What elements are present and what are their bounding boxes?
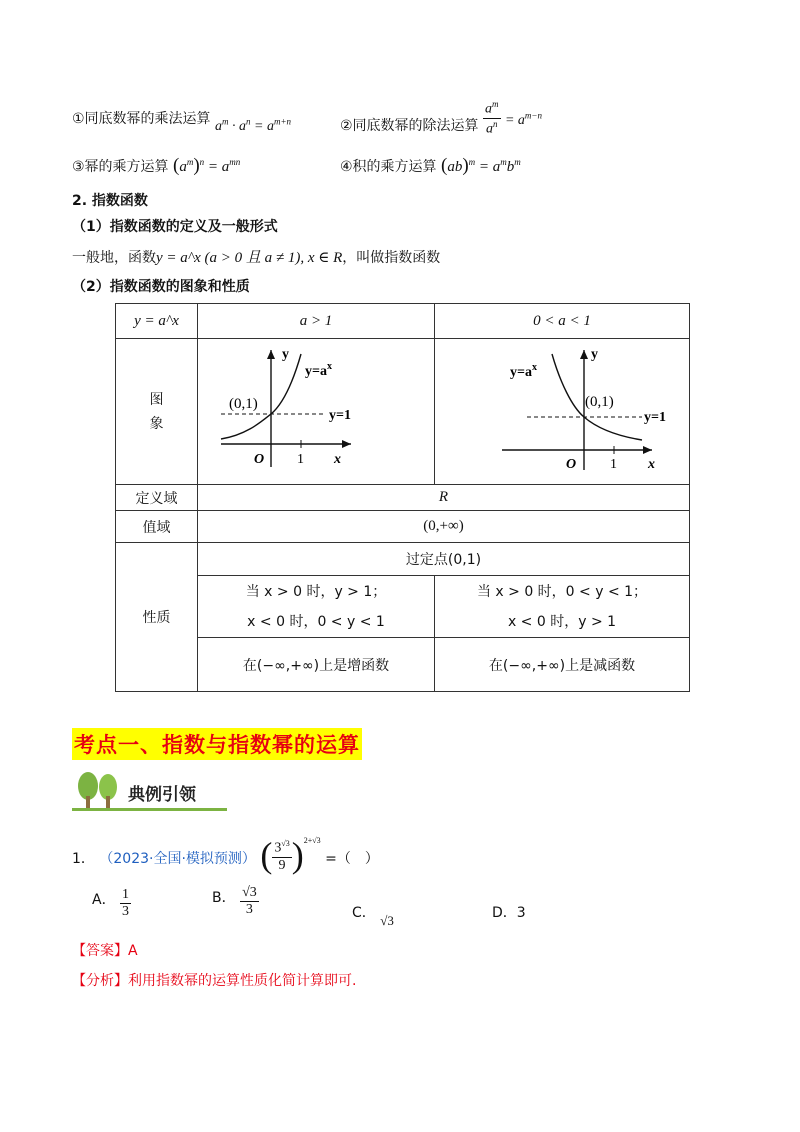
analysis-line: 【分析】利用指数幂的运算性质化简计算即可. bbox=[72, 973, 357, 989]
row-label-domain: 定义域 bbox=[116, 485, 198, 511]
row-label-range: 值域 bbox=[116, 511, 198, 543]
origin-label: O bbox=[254, 451, 265, 467]
y-axis-label: y bbox=[282, 346, 289, 362]
option-b[interactable]: B． $\frac{√3}{3}$ bbox=[212, 885, 257, 917]
graph-decreasing-svg bbox=[442, 342, 682, 482]
range-value: (0,+∞) bbox=[198, 511, 690, 543]
kaodian-title: 考点一、指数与指数幂的运算 bbox=[72, 728, 362, 760]
subsection-1-title: （1）指数函数的定义及一般形式 bbox=[72, 219, 278, 235]
hline-label: y=1 bbox=[644, 409, 666, 425]
question-expression: ( $\frac{3^{√3}}{9}$ )$^{2+√3}$ bbox=[260, 835, 321, 875]
exponential-function-table bbox=[115, 303, 690, 692]
definition-line: 一般地，函数y = a^x (a > 0 且 a ≠ 1), x ∈ R，叫做指数函数 bbox=[72, 250, 441, 266]
fixed-point: 过定点(0,1) bbox=[198, 543, 690, 576]
case1-monotonic: 在(−∞,+∞)上是增函数 bbox=[198, 638, 435, 692]
graph-decreasing bbox=[435, 339, 690, 485]
x-axis-arrow bbox=[643, 446, 652, 454]
option-d-value: 3 bbox=[516, 905, 526, 921]
graph-increasing bbox=[198, 339, 435, 485]
curve-label: $y=a^x$ bbox=[305, 360, 332, 379]
y-axis-arrow bbox=[580, 350, 588, 359]
question-source: （2023·全国·模拟预测） bbox=[99, 851, 256, 867]
curve-label: $y=a^x$ bbox=[510, 361, 537, 380]
point-label: (0,1) bbox=[229, 395, 258, 412]
rule-4: ④积的乘方运算 $(ab)^m = a^mb^m$ bbox=[340, 155, 521, 176]
rule-3-formula: $(a^m)^n = a^{mn}$ bbox=[173, 155, 241, 176]
origin-label: O bbox=[566, 456, 577, 472]
banner-underline bbox=[72, 808, 227, 811]
option-a[interactable]: A． $\frac{1}{3}$ bbox=[92, 887, 130, 919]
definition-formula: y = a^x (a > 0 且 a ≠ 1), x ∈ R bbox=[156, 250, 343, 266]
option-a-value: $\frac{1}{3}$ bbox=[122, 887, 130, 919]
x-axis-label: x bbox=[334, 451, 341, 467]
hline-label: y=1 bbox=[329, 407, 351, 423]
option-c[interactable]: C． √3 bbox=[352, 905, 394, 928]
rule-2-result: = $a^{m-n}$ bbox=[504, 110, 542, 129]
case2-monotonic: 在(−∞,+∞)上是减函数 bbox=[435, 638, 690, 692]
rule-2-fraction: $\frac{a^m}{a^n}$ bbox=[485, 99, 499, 137]
rule-4-formula: $(ab)^m = a^mb^m$ bbox=[441, 155, 521, 176]
row-label-properties: 性质 bbox=[116, 543, 198, 692]
x-axis-arrow bbox=[342, 440, 351, 448]
rule-1-formula: $a^m \cdot a^n = a^{m+n}$ bbox=[215, 116, 292, 134]
analysis-text: 利用指数幂的运算性质化简计算即可. bbox=[128, 973, 357, 989]
rule-2: ②同底数幂的除法运算 $\frac{a^m}{a^n}$ = $a^{m-n}$ bbox=[340, 99, 542, 137]
x-axis-label: x bbox=[648, 456, 655, 472]
answer-line: 【答案】A bbox=[72, 943, 138, 959]
example-banner bbox=[72, 770, 227, 812]
table-head-function: y = a^x bbox=[116, 304, 198, 339]
answer-value: A bbox=[128, 943, 138, 959]
rule-1: ①同底数幂的乘法运算 $a^m \cdot a^n = a^{m+n}$ bbox=[72, 111, 292, 134]
section-heading: 2. 指数函数 bbox=[72, 193, 148, 209]
y-axis-label: y bbox=[591, 346, 598, 362]
graph-increasing-svg bbox=[201, 342, 431, 482]
domain-value: R bbox=[198, 485, 690, 511]
point-label: (0,1) bbox=[585, 393, 614, 410]
option-d[interactable]: D．3 bbox=[492, 905, 526, 921]
y-axis-arrow bbox=[267, 350, 275, 359]
table-head-case1: a > 1 bbox=[198, 304, 435, 339]
case2-sign: 当 x > 0 时，0 < y < 1； x < 0 时，y > 1 bbox=[435, 576, 690, 638]
tree-icon bbox=[72, 770, 132, 812]
one-label: 1 bbox=[610, 456, 617, 472]
option-b-value: $\frac{√3}{3}$ bbox=[242, 885, 257, 917]
question-1: 1． （2023·全国·模拟预测） ( $\frac{3^{√3}}{9}$ )$^{2+√3}$ =（ ） bbox=[72, 830, 379, 876]
banner-label: 典例引领 bbox=[128, 785, 196, 805]
option-c-value: √3 bbox=[380, 913, 394, 928]
row-label-graph: 图象 bbox=[116, 339, 198, 485]
subsection-2-title: （2）指数函数的图象和性质 bbox=[72, 279, 250, 295]
one-label: 1 bbox=[297, 451, 304, 467]
table-head-case2: 0 < a < 1 bbox=[435, 304, 690, 339]
case1-sign: 当 x > 0 时，y > 1； x < 0 时，0 < y < 1 bbox=[198, 576, 435, 638]
rule-3: ③幂的乘方运算 $(a^m)^n = a^{mn}$ bbox=[72, 155, 241, 176]
